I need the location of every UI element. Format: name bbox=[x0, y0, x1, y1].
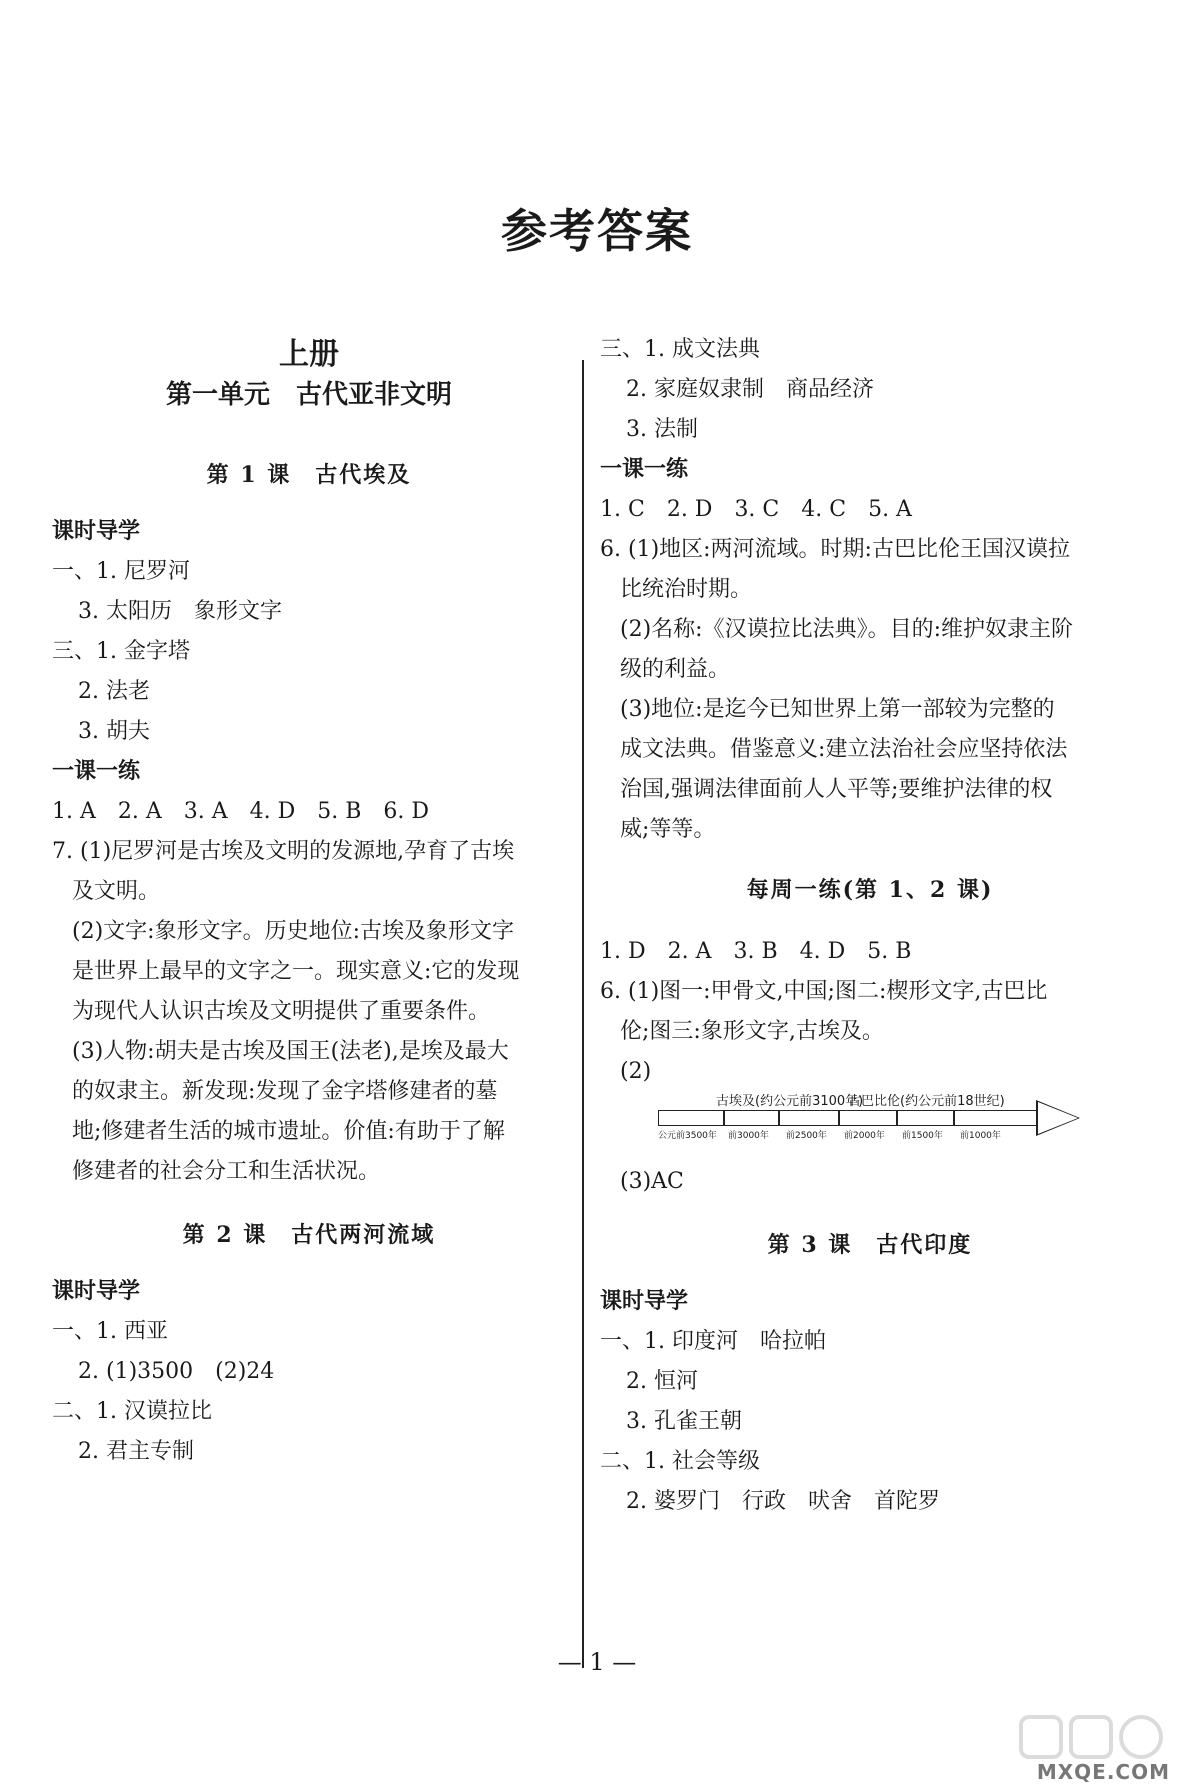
answer-line: 6. (1)图一:甲骨文,中国;图二:楔形文字,古巴比 bbox=[600, 979, 1048, 1004]
timeline-tick-label: 公元前3500年 bbox=[658, 1131, 717, 1141]
timeline-tick bbox=[896, 1110, 898, 1126]
answer-line: 3. 孔雀王朝 bbox=[626, 1409, 742, 1434]
unit-heading: 第一单元 古代亚非文明 bbox=[165, 380, 452, 410]
section-label: 课时导学 bbox=[600, 1289, 689, 1314]
section-label: 一课一练 bbox=[52, 759, 141, 784]
answer-line: 级的利益。 bbox=[620, 657, 731, 682]
timeline bbox=[628, 1090, 1148, 1140]
answer-line: 三、1. 成文法典 bbox=[600, 337, 760, 362]
answer-line: 是世界上最早的文字之一。现实意义:它的发现 bbox=[72, 959, 520, 984]
timeline-tick-label: 前2000年 bbox=[844, 1131, 885, 1141]
answer-line: (3)AC bbox=[620, 1169, 684, 1194]
timeline-figure bbox=[620, 1090, 1140, 1150]
answer-line: 3. 法制 bbox=[626, 417, 698, 442]
section-label: 课时导学 bbox=[52, 519, 141, 544]
answer-line: (2) bbox=[620, 1059, 652, 1084]
answer-line: 比统治时期。 bbox=[620, 577, 753, 602]
watermark-text: MXQE.COM bbox=[1036, 1760, 1170, 1784]
answer-line: 一、1. 印度河 哈拉帕 bbox=[600, 1329, 826, 1354]
answer-line: 治国,强调法律面前人人平等;要维护法律的权 bbox=[620, 777, 1053, 802]
column-divider bbox=[582, 360, 584, 1668]
lesson-2-heading: 第 2 课 古代两河流域 bbox=[182, 1222, 436, 1248]
answer-line: 2. 恒河 bbox=[626, 1369, 698, 1394]
answer-line: 的奴隶主。新发现:发现了金字塔修建者的墓 bbox=[72, 1079, 498, 1104]
answer-line: 地;修建者生活的城市遗址。价值:有助于了解 bbox=[72, 1119, 505, 1144]
answer-line: 2. 家庭奴隶制 商品经济 bbox=[626, 377, 874, 402]
answer-line: 6. (1)地区:两河流域。时期:古巴比伦王国汉谟拉 bbox=[600, 537, 1070, 562]
answer-line: (3)地位:是迄今已知世界上第一部较为完整的 bbox=[620, 697, 1055, 722]
answer-line: 2. 法老 bbox=[78, 679, 150, 704]
answer-line: 1. C 2. D 3. C 4. C 5. A bbox=[600, 497, 912, 522]
answer-line: 3. 太阳历 象形文字 bbox=[78, 599, 282, 624]
timeline-tick bbox=[778, 1110, 780, 1126]
answer-line: (2)文字:象形文字。历史地位:古埃及象形文字 bbox=[72, 919, 514, 944]
answer-line: 1. D 2. A 3. B 4. D 5. B bbox=[600, 939, 912, 964]
answer-line: 2. 婆罗门 行政 吠舍 首陀罗 bbox=[626, 1489, 940, 1514]
answer-line: 3. 胡夫 bbox=[78, 719, 150, 744]
answer-line: 修建者的社会分工和生活状况。 bbox=[72, 1159, 381, 1184]
answer-line: 2. (1)3500 (2)24 bbox=[78, 1359, 275, 1384]
timeline-arrow-fill bbox=[1038, 1102, 1078, 1134]
timeline-tick bbox=[838, 1110, 840, 1126]
answer-line: (2)名称:《汉谟拉比法典》。目的:维护奴隶主阶 bbox=[620, 617, 1073, 642]
timeline-bar bbox=[658, 1110, 1038, 1126]
answer-line: 7. (1)尼罗河是古埃及文明的发源地,孕育了古埃 bbox=[52, 839, 515, 864]
answer-line: 一、1. 尼罗河 bbox=[52, 559, 190, 584]
answer-line: 三、1. 金字塔 bbox=[52, 639, 190, 664]
answer-line: 2. 君主专制 bbox=[78, 1439, 194, 1464]
timeline-tick-label: 前1000年 bbox=[960, 1131, 1001, 1141]
answer-line: 1. A 2. A 3. A 4. D 5. B 6. D bbox=[52, 799, 430, 824]
section-label: 一课一练 bbox=[600, 457, 689, 482]
answer-line: 及文明。 bbox=[72, 879, 161, 904]
answer-line: 成文法典。借鉴意义:建立法治社会应坚持依法 bbox=[620, 737, 1068, 762]
timeline-tick bbox=[953, 1110, 955, 1126]
answer-line: 为现代人认识古埃及文明提供了重要条件。 bbox=[72, 999, 491, 1024]
timeline-tick-label: 前3000年 bbox=[728, 1131, 769, 1141]
answer-line: (3)人物:胡夫是古埃及国王(法老),是埃及最大 bbox=[72, 1039, 509, 1064]
timeline-label-egypt: 古埃及(约公元前3100年) bbox=[716, 1094, 864, 1109]
timeline-tick bbox=[723, 1110, 725, 1126]
timeline-tick-label: 前1500年 bbox=[902, 1131, 943, 1141]
answer-line: 伦;图三:象形文字,古埃及。 bbox=[620, 1019, 884, 1044]
weekly-practice-heading: 每周一练(第 1、2 课) bbox=[746, 877, 994, 903]
answer-line: 二、1. 汉谟拉比 bbox=[52, 1399, 212, 1424]
lesson-3-heading: 第 3 课 古代印度 bbox=[767, 1232, 973, 1258]
answer-line: 一、1. 西亚 bbox=[52, 1319, 168, 1344]
timeline-label-babylon: 古巴比伦(约公元前18世纪) bbox=[848, 1094, 1005, 1109]
section-label: 课时导学 bbox=[52, 1279, 141, 1304]
answer-line: 威;等等。 bbox=[620, 817, 716, 842]
answer-line: 二、1. 社会等级 bbox=[600, 1449, 760, 1474]
book-heading: 上册 bbox=[279, 337, 339, 372]
timeline-tick-label: 前2500年 bbox=[786, 1131, 827, 1141]
page-number: — 1 — bbox=[557, 1648, 637, 1676]
page-title: 参考答案 bbox=[501, 204, 693, 258]
lesson-1-heading: 第 1 课 古代埃及 bbox=[206, 462, 412, 488]
